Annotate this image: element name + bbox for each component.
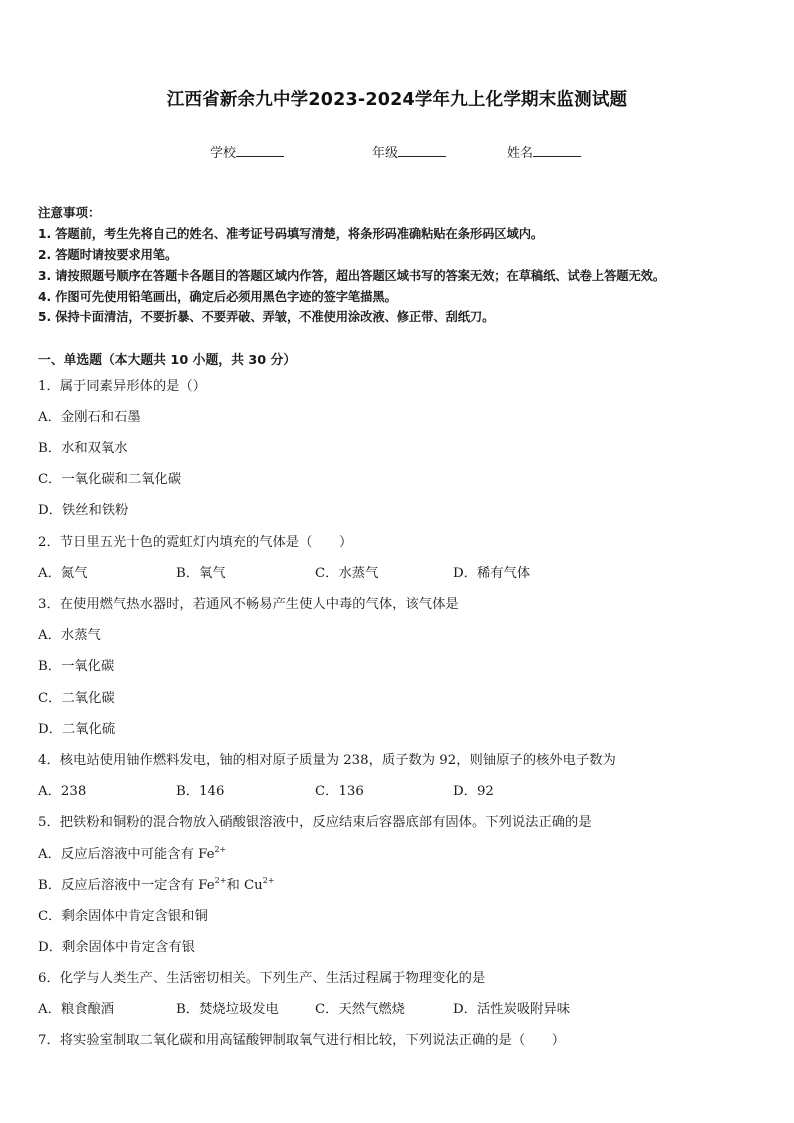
question-1-option-d: D．铁丝和铁粉 <box>38 503 129 518</box>
question-6-stem: 6．化学与人类生产、生活密切相关。下列生产、生活过程属于物理变化的是 <box>38 971 486 986</box>
note-item: 5. 保持卡面清洁，不要折暴、不要弄破、弄皱，不准使用涂改液、修正带、刮纸刀。 <box>38 310 495 324</box>
note-item: 2. 答题时请按要求用笔。 <box>38 248 178 262</box>
question-4-option-a: A．238 <box>38 784 87 799</box>
question-7-stem: 7．将实验室制取二氧化碳和用高锰酸钾制取氧气进行相比较，下列说法正确的是（ ） <box>38 1033 566 1048</box>
school-field <box>210 142 284 161</box>
question-6-option-a: A．粮食酿酒 <box>38 1002 115 1017</box>
question-1-option-a: A．金刚石和石墨 <box>38 410 141 425</box>
question-1-option-b: B．水和双氧水 <box>38 441 128 456</box>
question-2-option-b: B．氧气 <box>176 566 226 581</box>
question-2-option-a: A．氮气 <box>38 566 88 581</box>
grade-label: 年级 <box>372 146 399 161</box>
question-4-option-c: C．136 <box>315 784 364 799</box>
question-3-option-a: A．水蒸气 <box>38 628 101 643</box>
question-5-option-d: D．剩余固体中肯定含有银 <box>38 940 195 955</box>
question-5-stem: 5．把铁粉和铜粉的混合物放入硝酸银溶液中，反应结束后容器底部有固体。下列说法正确的是 <box>38 815 592 830</box>
question-2-option-c: C．水蒸气 <box>315 566 379 581</box>
note-item: 3. 请按照题号顺序在答题卡各题目的答题区域内作答，超出答题区域书写的答案无效；在草稿纸、试卷上答题无效。 <box>38 269 666 283</box>
option-text: 和 Cu <box>226 878 263 893</box>
question-6-option-d: D．活性炭吸附异味 <box>453 1002 571 1017</box>
grade-blank <box>398 144 446 157</box>
question-1-stem: 1．属于同素异形体的是（） <box>38 379 207 394</box>
note-item: 1. 答题前，考生先将自己的姓名、准考证号码填写清楚，将条形码准确粘贴在条形码区域内。 <box>38 227 544 241</box>
question-5-option-c: C．剩余固体中肯定含银和铜 <box>38 909 208 924</box>
question-3-option-d: D．二氧化硫 <box>38 722 116 737</box>
question-3-option-b: B．一氧化碳 <box>38 659 115 674</box>
question-6-option-c: C．天然气燃烧 <box>315 1002 405 1017</box>
section-title: 一、单选题（本大题共 10 小题，共 30 分） <box>38 353 297 368</box>
grade-field <box>372 142 446 161</box>
question-2-option-d: D．稀有气体 <box>453 566 531 581</box>
name-field <box>507 142 581 161</box>
exam-title: 江西省新余九中学2023-2024学年九上化学期末监测试题 <box>166 90 628 110</box>
ion-charge: 2+ <box>262 876 275 885</box>
question-5-option-b <box>38 874 275 893</box>
question-3-option-c: C．二氧化碳 <box>38 691 115 706</box>
name-blank <box>533 144 581 157</box>
question-4-stem: 4．核电站使用铀作燃料发电，铀的相对原子质量为 238，质子数为 92，则铀原子的核外电子数为 <box>38 753 616 768</box>
ion-charge: 2+ <box>214 876 227 885</box>
ion-charge: 2+ <box>214 845 227 854</box>
question-1-option-c: C．一氧化碳和二氧化碳 <box>38 472 182 487</box>
question-2-stem: 2．节日里五光十色的霓虹灯内填充的气体是（ ） <box>38 535 353 550</box>
question-4-option-b: B．146 <box>176 784 225 799</box>
option-text: B．反应后溶液中一定含有 Fe <box>38 878 215 893</box>
note-item: 4. 作图可先使用铅笔画出，确定后必须用黑色字迹的签字笔描黑。 <box>38 290 397 304</box>
notes-heading: 注意事项： <box>38 205 101 220</box>
name-label: 姓名 <box>507 146 534 161</box>
option-text: A．反应后溶液中可能含有 Fe <box>38 847 215 862</box>
question-3-stem: 3．在使用燃气热水器时，若通风不畅易产生使人中毒的气体，该气体是 <box>38 597 459 612</box>
question-6-option-b: B．焚烧垃圾发电 <box>176 1002 279 1017</box>
school-blank <box>236 144 284 157</box>
question-5-option-a <box>38 843 226 862</box>
question-4-option-d: D．92 <box>453 784 494 799</box>
school-label: 学校 <box>210 146 237 161</box>
